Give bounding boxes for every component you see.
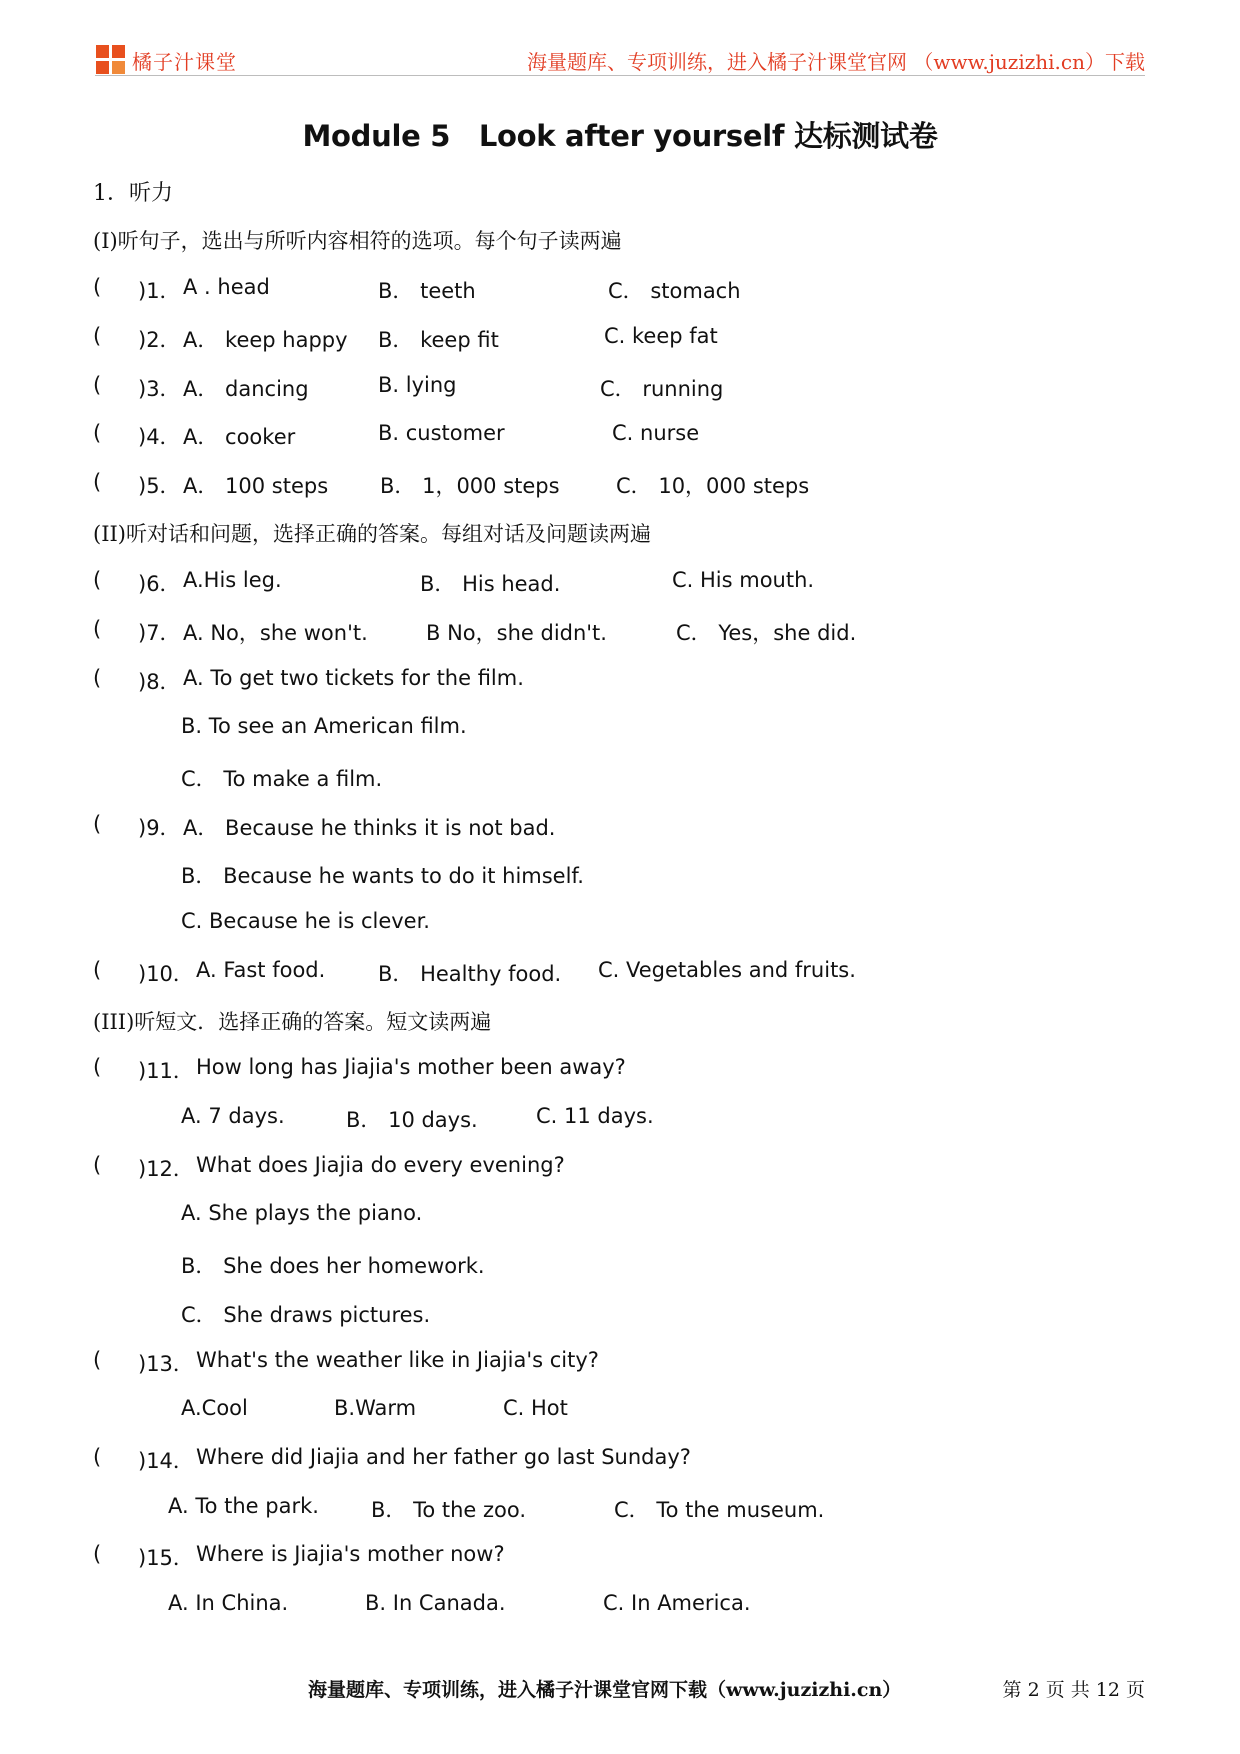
option-c: C． 10，000 steps (616, 474, 810, 498)
answer-bracket: ( (93, 812, 102, 836)
answer-bracket: ( (93, 1153, 102, 1177)
answer-bracket: ( (93, 421, 102, 445)
answer-bracket: ( (93, 1055, 102, 1079)
question-number: )3． (138, 377, 181, 401)
question-number: )11． (138, 1059, 194, 1083)
option-c: C. In America. (603, 1591, 751, 1615)
answer-bracket: ( (93, 958, 102, 982)
question-number: )13． (138, 1352, 194, 1376)
logo-text: 橘子汁课堂 (132, 49, 237, 74)
option-b: B. In Canada. (365, 1591, 506, 1615)
question-stem: What's the weather like in Jiajia's city? (196, 1348, 599, 1372)
option-b: B． To the zoo. (371, 1498, 527, 1522)
option-c: C． To the museum. (614, 1498, 825, 1522)
question-stem: How long has Jiajia's mother been away? (196, 1055, 626, 1079)
question-stem: What does Jiajia do every evening? (196, 1153, 565, 1177)
option-c: C. Hot (503, 1396, 568, 1420)
logo-icon (96, 45, 126, 75)
answer-bracket: ( (93, 1542, 102, 1566)
option-b: B． 1，000 steps (380, 474, 560, 498)
option-b: B. To see an American film. (181, 714, 467, 738)
option-a: A． Because he thinks it is not bad. (183, 816, 556, 840)
question-number: )9． (138, 816, 181, 840)
option-a: A. To the park. (168, 1494, 319, 1518)
question-number: )6． (138, 572, 181, 596)
option-b: B. customer (378, 421, 505, 445)
option-b: B． 10 days. (346, 1108, 478, 1132)
option-b: B． Healthy food. (378, 962, 562, 986)
part-instruction: (II)听对话和问题，选择正确的答案。每组对话及问题读两遍 (93, 522, 651, 546)
footer-slogan: 海量题库、专项训练，进入橘子汁课堂官网下载（www.juzizhi.cn） (308, 1679, 902, 1701)
question-number: )15． (138, 1546, 194, 1570)
option-c: C． Yes，she did. (676, 621, 857, 645)
option-a: A. Fast food. (196, 958, 326, 982)
part-instruction: (III)听短文．选择正确的答案。短文读两遍 (93, 1010, 492, 1034)
question-number: )14． (138, 1449, 194, 1473)
option-c: C． To make a film. (181, 767, 383, 791)
answer-bracket: ( (93, 373, 102, 397)
option-b: B No，she didn't. (426, 621, 607, 645)
question-number: )2． (138, 328, 181, 352)
option-a: A． dancing (183, 377, 309, 401)
option-c: C. Because he is clever. (181, 909, 430, 933)
option-b: B. lying (378, 373, 457, 397)
question-number: )8． (138, 670, 181, 694)
answer-bracket: ( (93, 324, 102, 348)
option-b: B． His head. (420, 572, 561, 596)
option-b: B． Because he wants to do it himself. (181, 864, 584, 888)
option-c: C． She draws pictures. (181, 1303, 431, 1327)
answer-bracket: ( (93, 275, 102, 299)
question-number: )10． (138, 962, 194, 986)
question-stem: Where is Jiajia's mother now? (196, 1542, 505, 1566)
option-b: B． She does her homework. (181, 1254, 485, 1278)
page-title: Module 5 Look after yourself 达标测试卷 (302, 119, 938, 153)
header-divider (95, 75, 1145, 76)
question-number: )12． (138, 1157, 194, 1181)
question-number: )7． (138, 621, 181, 645)
option-c: C． stomach (608, 279, 741, 303)
option-a: A.Cool (181, 1396, 248, 1420)
option-a: A. She plays the piano. (181, 1201, 423, 1225)
answer-bracket: ( (93, 1445, 102, 1469)
option-a: A.His leg. (183, 568, 282, 592)
answer-bracket: ( (93, 666, 102, 690)
logo (96, 45, 237, 75)
option-b: B． teeth (378, 279, 476, 303)
option-b: B． keep fit (378, 328, 499, 352)
option-c: C. Vegetables and fruits. (598, 958, 856, 982)
question-number: )1． (138, 279, 181, 303)
option-a: A. No，she won't. (183, 621, 368, 645)
answer-bracket: ( (93, 1348, 102, 1372)
option-a: A. 7 days. (181, 1104, 285, 1128)
header-slogan: 海量题库、专项训练，进入橘子汁课堂官网 （www.juzizhi.cn）下载 (527, 50, 1145, 74)
answer-bracket: ( (93, 470, 102, 494)
option-c: C． running (600, 377, 724, 401)
option-c: C. nurse (612, 421, 700, 445)
option-c: C. keep fat (604, 324, 718, 348)
option-c: C. His mouth. (672, 568, 815, 592)
option-a: A． keep happy (183, 328, 348, 352)
option-a: A. In China. (168, 1591, 289, 1615)
question-stem: Where did Jiajia and her father go last Sunday? (196, 1445, 691, 1469)
option-c: C. 11 days. (536, 1104, 654, 1128)
option-a: A. To get two tickets for the film. (183, 666, 524, 690)
answer-bracket: ( (93, 617, 102, 641)
question-number: )4． (138, 425, 181, 449)
option-b: B.Warm (334, 1396, 417, 1420)
page-number: 第 2 页 共 12 页 (1002, 1679, 1145, 1701)
answer-bracket: ( (93, 568, 102, 592)
section-heading: 1．听力 (93, 181, 173, 206)
option-a: A . head (183, 275, 270, 299)
question-number: )5． (138, 474, 181, 498)
option-a: A． 100 steps (183, 474, 329, 498)
option-a: A． cooker (183, 425, 296, 449)
part-instruction: (I)听句子，选出与所听内容相符的选项。每个句子读两遍 (93, 229, 622, 253)
